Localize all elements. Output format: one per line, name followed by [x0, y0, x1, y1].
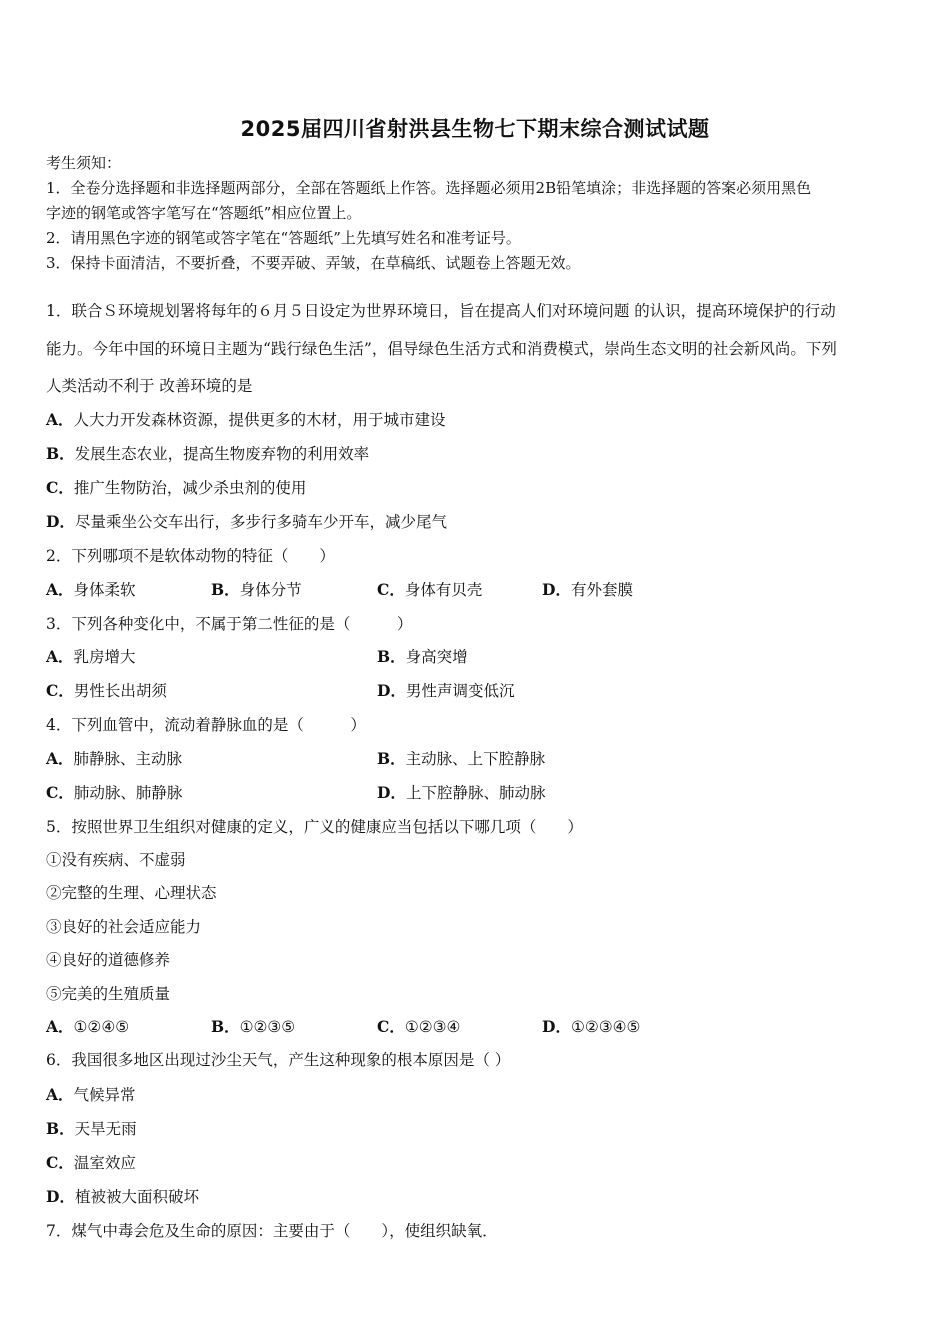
question-stem: 1．联合Ｓ环境规划署将每年的６月５日设定为世界环境日，旨在提高人们对环境问题 的认识，提高环境保护的行动: [46, 302, 836, 320]
option-a: A．乳房增大: [46, 647, 136, 666]
notice-line: 3．保持卡面清洁，不要折叠，不要弄破、弄皱，在草稿纸、试题卷上答题无效。: [46, 254, 581, 272]
option-c: C．推广生物防治，减少杀虫剂的使用: [46, 478, 307, 497]
option-d: D．尽量乘坐公交车出行，多步行多骑车少开车，减少尾气: [46, 512, 447, 531]
option-d: D．男性声调变低沉: [377, 681, 515, 700]
question-stem: 人类活动不利于 改善环境的是: [46, 377, 253, 395]
option-a: A．人大力开发森林资源，提供更多的木材，用于城市建设: [46, 410, 446, 429]
option-d: D．植被被大面积破坏: [46, 1187, 199, 1206]
option-c: C．身体有贝壳: [377, 580, 483, 599]
question-stem: 3．下列各种变化中，不属于第二性征的是（ ）: [46, 615, 413, 633]
statement-item: ②完整的生理、心理状态: [46, 884, 217, 902]
statement-item: ⑤完美的生殖质量: [46, 985, 171, 1003]
option-c: C．温室效应: [46, 1153, 136, 1172]
option-a: A．①②④⑤: [46, 1017, 130, 1036]
option-a: A．气候异常: [46, 1085, 136, 1104]
option-a: A．肺静脉、主动脉: [46, 749, 183, 768]
option-b: B．身体分节: [211, 580, 302, 599]
notice-line: 字迹的钢笔或答字笔写在“答题纸”相应位置上。: [46, 204, 362, 222]
question-stem: 6．我国很多地区出现过沙尘天气，产生这种现象的根本原因是（ ）: [46, 1051, 511, 1069]
option-b: B．①②③⑤: [211, 1017, 296, 1036]
page-title: 2025届四川省射洪县生物七下期末综合测试试题: [240, 117, 710, 141]
option-b: B．主动脉、上下腔静脉: [377, 749, 546, 768]
option-b: B．发展生态农业，提高生物废弃物的利用效率: [46, 444, 370, 463]
question-stem: 4．下列血管中，流动着静脉血的是（ ）: [46, 716, 366, 734]
notice-line: 2．请用黑色字迹的钢笔或答字笔在“答题纸”上先填写姓名和准考证号。: [46, 229, 521, 247]
option-d: D．上下腔静脉、肺动脉: [377, 783, 546, 802]
notice-line: 1．全卷分选择题和非选择题两部分，全部在答题纸上作答。选择题必须用2B铅笔填涂；非选择题的答案必须用黑色: [46, 179, 812, 197]
option-b: B．天旱无雨: [46, 1119, 137, 1138]
option-d: D．①②③④⑤: [542, 1017, 641, 1036]
option-d: D．有外套膜: [542, 580, 633, 599]
statement-item: ③良好的社会适应能力: [46, 918, 202, 936]
question-stem: 能力。今年中国的环境日主题为“践行绿色生活”，倡导绿色生活方式和消费模式，崇尚生态文明的社会新风尚。下列: [46, 340, 837, 358]
option-c: C．①②③④: [377, 1017, 461, 1036]
notice-heading: 考生须知：: [46, 154, 122, 172]
question-stem: 5．按照世界卫生组织对健康的定义，广义的健康应当包括以下哪几项（ ）: [46, 818, 583, 836]
option-c: C．男性长出胡须: [46, 681, 167, 700]
question-stem: 2．下列哪项不是软体动物的特征（ ）: [46, 547, 335, 565]
option-b: B．身高突增: [377, 647, 468, 666]
statement-item: ④良好的道德修养: [46, 951, 171, 969]
question-stem: 7．煤气中毒会危及生命的原因：主要由于（ ），使组织缺氧．: [46, 1222, 498, 1240]
statement-item: ①没有疾病、不虚弱: [46, 851, 186, 869]
option-a: A．身体柔软: [46, 580, 136, 599]
option-c: C．肺动脉、肺静脉: [46, 783, 183, 802]
